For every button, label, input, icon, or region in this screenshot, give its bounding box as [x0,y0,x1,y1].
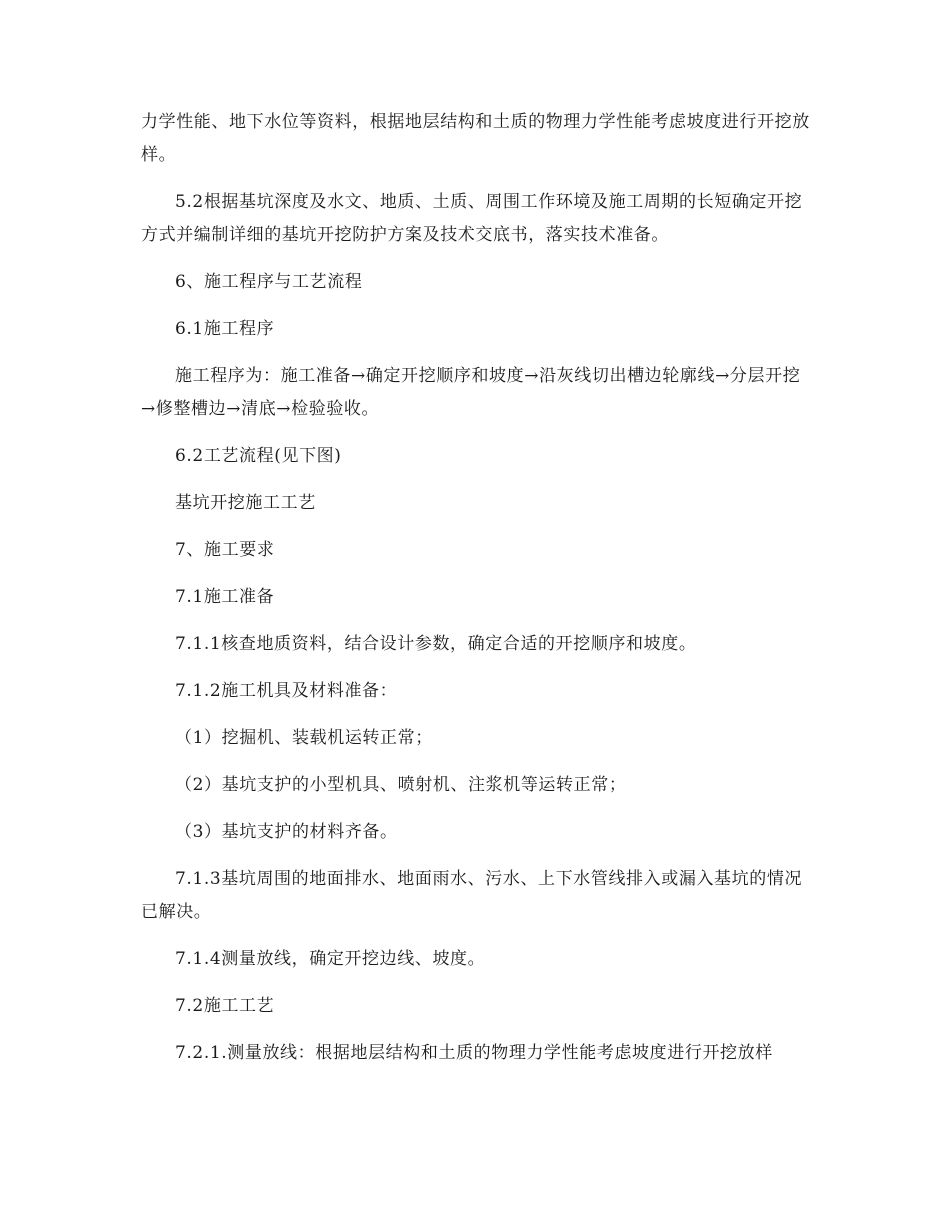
heading-6-1: 6.1施工程序 [175,319,275,339]
heading-7-2: 7.2施工工艺 [175,996,275,1016]
paragraph-7-1-3: 7.1.3基坑周围的地面排水、地面雨水、污水、上下水管线排入或漏入基坑的情况已解决。 [141,869,803,922]
paragraph-7-1-2: 7.1.2施工机具及材料准备： [175,681,398,701]
paragraph-7-2-1: 7.2.1.测量放线：根据地层结构和土质的物理力学性能考虑坡度进行开挖放样 [175,1043,773,1063]
paragraph-7-1-4: 7.1.4测量放线，确定开挖边线、坡度。 [175,949,486,969]
figure-caption: 基坑开挖施工工艺 [175,493,316,513]
heading-7: 7、施工要求 [175,540,275,560]
list-item-1: （1）挖掘机、装载机运转正常； [175,728,433,748]
heading-7-1: 7.1施工准备 [175,587,275,607]
paragraph-1: 力学性能、地下水位等资料，根据地层结构和土质的物理力学性能考虑坡度进行开挖放样。 [141,112,810,165]
heading-6-2: 6.2工艺流程(见下图) [175,446,342,466]
list-item-3: （3）基坑支护的材料齐备。 [175,822,398,842]
paragraph-5-2: 5.2根据基坑深度及水文、地质、土质、周围工作环境及施工周期的长短确定开挖方式并编制详细的基坑开挖防护方案及技术交底书，落实技术准备。 [141,192,803,245]
document-body [141,106,813,1070]
heading-6: 6、施工程序与工艺流程 [175,272,363,292]
paragraph-procedure: 施工程序为：施工准备→确定开挖顺序和坡度→沿灰线切出槽边轮廓线→分层开挖→修整槽边→清底→检验验收。 [141,366,801,419]
paragraph-7-1-1: 7.1.1核查地质资料，结合设计参数，确定合适的开挖顺序和坡度。 [175,634,697,654]
list-item-2: （2）基坑支护的小型机具、喷射机、注浆机等运转正常； [175,775,627,795]
